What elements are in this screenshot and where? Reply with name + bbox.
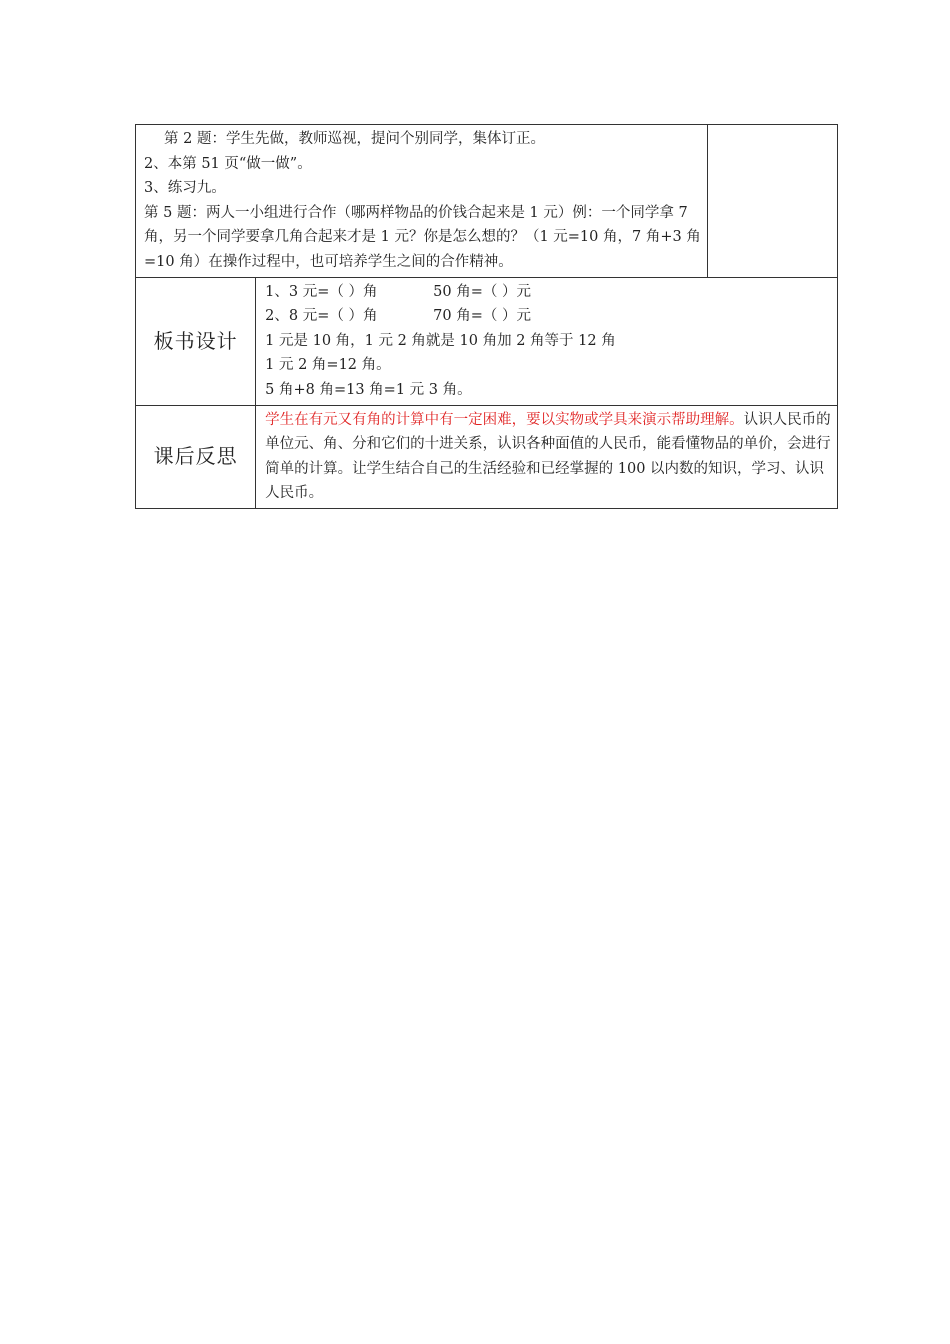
reflection-highlight: 学生在有元又有角的计算中有一定困难，要以实物或学具来演示帮助理解。 [265,411,744,428]
teaching-process-row [136,125,838,278]
process-line-2: 2、本第 51 页“做一做”。 [144,155,312,172]
blackboard-row [136,277,838,405]
lesson-plan-table [135,124,838,509]
reflection-paragraph [265,408,833,506]
process-line-3: 3、练习九。 [144,180,226,197]
blackboard-line-4: 1 元 2 角=12 角。 [265,357,391,374]
blackboard-line-3: 1 元是 10 角，1 元 2 角就是 10 角加 2 角等于 12 角 [265,332,616,349]
exercise-1: 1、3 元=（ ）角 [265,283,378,300]
process-paragraph: 第 5 题：两人一小组进行合作（哪两样物品的价钱合起来是 1 元）例：一个同学拿 7 角，另一个同学要拿几角合起来才是 1 元？你是怎么想的？（1 元=10 角，7 角+3 角=10 角）在操作过程中，也可培养学生之间的合作精神。 [144,204,701,270]
process-line-1: 第 2 题：学生先做，教师巡视，提问个别同学，集体订正。 [164,131,545,147]
blackboard-row-2 [265,304,833,329]
reflection-text: 认识人民币的单位元、角、分和它们的十进关系，认识各种面值的人民币，能看懂物品的单价，会进行简单的计算。让学生结合自己的生活经验和已经掌握的 100 以内数的知识，学习、认识人民币。 [265,411,831,502]
teaching-process-cell [136,125,708,278]
blackboard-label: 板书设计 [136,277,256,405]
blackboard-content [256,277,838,405]
notes-cell [707,125,837,278]
blackboard-row-1 [265,280,833,305]
blackboard-line-5: 5 角+8 角=13 角=1 元 3 角。 [265,381,472,398]
reflection-content [256,405,838,508]
reflection-row [136,405,838,508]
exercise-4: 70 角=（ ）元 [433,308,531,325]
reflection-label: 课后反思 [136,405,256,508]
exercise-3: 50 角=（ ）元 [433,283,531,300]
exercise-2: 2、8 元=（ ）角 [265,308,378,325]
